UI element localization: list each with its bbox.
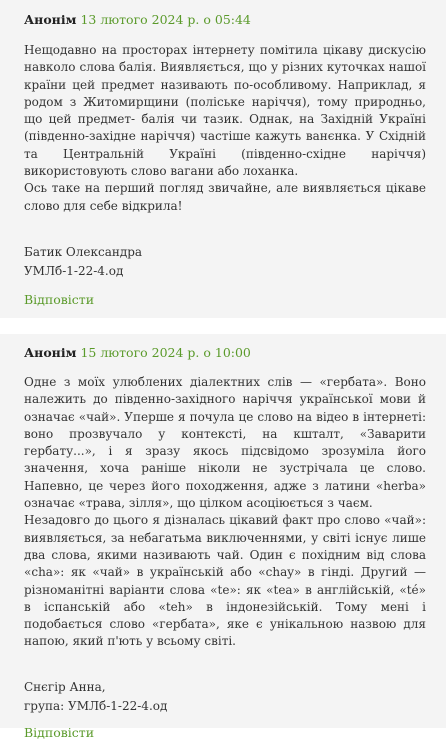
comment-signature <box>24 243 426 281</box>
comment-paragraph: Незадовго до цього я дізналась цікавий факт про слово «чай»: виявляється, за небагатьма виключеннями, у світі існує лише два слова, якими називають чай. Один є похідним від слова «cha»: як «чай» в українській або «chay» в гінді. Другий — різноманітні варіанти слова «te»: як «tea» в англійській, «té» в іспанській або «teh» в індонезійській. Тому мені і подобається слово «гербата», яке є унікальною назвою для напою, який п'ють у всьому світі. <box>24 513 426 649</box>
comment-paragraph: Ось таке на перший погляд звичайне, але виявляється цікаве слово для себе відкрила! <box>24 181 426 213</box>
reply-link[interactable]: Відповісти <box>24 724 95 740</box>
comment-paragraph: Нещодавно на просторах інтернету помітила цікаву дискусію навколо слова балія. Виявляється, що у різних куточках нашої країни цей предмет називають по-особливому. Наприклад, я родом з Житомирщини (поліське наріччя), тому природньо, що цей предмет- балія чи тазик. Однак, на Західній Україні (південно-західне наріччя) частіше кажуть ванєнка. У Східній та Центральній Україні (південно-східне наріччя) використовують слово вагани або лоханка. <box>24 43 426 179</box>
comment-author: Анонім <box>24 12 77 27</box>
signature-name: Снєгір Анна, <box>24 679 106 694</box>
comment-paragraph: Одне з моїх улюблених діалектних слів — «гербата». Воно належить до південно-західного наріччя української мови й означає «чай». Уперше я почула це слово на відео в інтернеті: воно прозвучало у контексті, на кшталт, «Заварити гербату...», і я зразу якось підсвідомо зрозуміла його значення, хоча раніше ніколи не зустрічала це слово. Напевно, це через його походження, адже з латини «herba» означає «трава, зілля», що цілком асоціюється з чаєм. <box>24 375 426 511</box>
signature-group: група: УМЛб-1-22-4.од <box>24 698 168 713</box>
signature-group: УМЛб-1-22-4.од <box>24 263 124 278</box>
comment-separator <box>0 318 446 334</box>
comment-header <box>24 334 426 362</box>
comment <box>0 0 446 318</box>
comment-author: Анонім <box>24 345 77 360</box>
comment-signature <box>24 678 426 716</box>
comment-date-link[interactable]: 13 лютого 2024 р. о 05:44 <box>80 12 251 27</box>
comment <box>0 334 446 740</box>
comment-date-link[interactable]: 15 лютого 2024 р. о 10:00 <box>80 345 251 360</box>
signature-name: Батик Олександра <box>24 244 143 259</box>
reply-link[interactable]: Відповісти <box>24 291 95 307</box>
comment-header <box>24 0 426 29</box>
comment-body <box>24 42 426 215</box>
comment-body <box>24 374 426 651</box>
